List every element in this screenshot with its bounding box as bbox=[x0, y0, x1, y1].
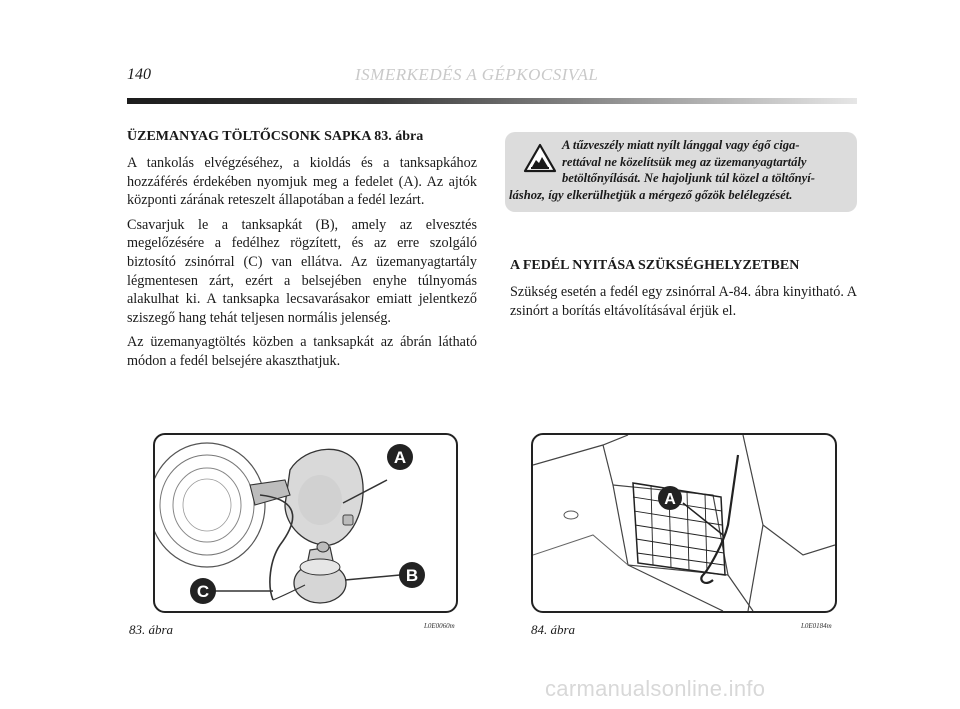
figure-caption: 83. ábra bbox=[129, 622, 174, 637]
callout-a bbox=[387, 444, 413, 470]
figure-code: L0E0184m bbox=[801, 622, 832, 630]
warning-box bbox=[505, 132, 857, 212]
figure-fuel-cap bbox=[153, 433, 458, 613]
figure-caption: 84. ábra bbox=[531, 622, 576, 637]
running-head: ISMERKEDÉS A GÉPKOCSIVAL bbox=[355, 65, 599, 84]
left-column bbox=[127, 128, 477, 377]
watermark: carmanualsonline.info bbox=[545, 676, 766, 701]
page-number: 140 bbox=[127, 66, 151, 83]
warning-text bbox=[505, 137, 849, 203]
warning-line: A tűzveszély miatt nyílt lánggal vagy égő ciga- bbox=[562, 138, 800, 152]
callout-a bbox=[658, 486, 682, 510]
right-column bbox=[510, 257, 857, 326]
warning-line: betöltőnyílását. Ne hajoljunk túl közel a töltőnyí- bbox=[562, 171, 815, 186]
figure-code: L0E0060m bbox=[424, 622, 455, 630]
paragraph: Az üzemanyagtöltés közben a tanksapkát az ábrán látható módon a fedél belsejére akaszthatjuk. bbox=[127, 334, 477, 369]
section-heading-emergency-opening: A FEDÉL NYITÁSA SZÜKSÉGHELYZETBEN bbox=[510, 258, 800, 273]
section-heading-fuel-cap: ÜZEMANYAG TÖLTŐCSONK SAPKA 83. ábra bbox=[127, 129, 424, 144]
trunk-cord-illustration bbox=[533, 435, 835, 611]
callout-c bbox=[190, 578, 216, 604]
header-rule bbox=[127, 98, 857, 104]
figure-trunk-cord bbox=[531, 433, 837, 613]
callout-label: A bbox=[393, 448, 407, 467]
warning-line: láshoz, így elkerülhetjük a mérgező gőzök belélegzését. bbox=[509, 187, 793, 202]
paragraph: Csavarjuk le a tanksapkát (B), amely az elvesztés megelőzésére a fedélhez rögzített, és az erre szolgáló biztosító zsinórral (C) van ellátva. Az üzemanyagtartály légmentesen zárt, ezért a belsejében enyhe túlnyomás alakulhat ki. A tanksapka lecsavarásakor emiatt jelentkező sziszegő hang tehát teljesen normális jelenség. bbox=[127, 216, 477, 326]
callout-label: B bbox=[405, 566, 419, 585]
callout-label: A bbox=[664, 491, 676, 508]
callout-label: C bbox=[196, 582, 210, 601]
paragraph: Szükség esetén a fedél egy zsinórral A-84. ábra kinyitható. A zsinórt a borítás eltávolításával érjük el. bbox=[510, 284, 857, 319]
callout-b bbox=[399, 562, 425, 588]
fuel-cap-illustration bbox=[155, 435, 456, 611]
paragraph: A tankolás elvégzéséhez, a kioldás és a tanksapkához hozzáférés érdekében nyomjuk meg a fedelet (A). Az ajtók központi zárának reteszelt állapotában a fedél lezárt. bbox=[127, 155, 477, 209]
warning-line: rettával ne közelítsük meg az üzemanyagtartály bbox=[562, 154, 807, 169]
